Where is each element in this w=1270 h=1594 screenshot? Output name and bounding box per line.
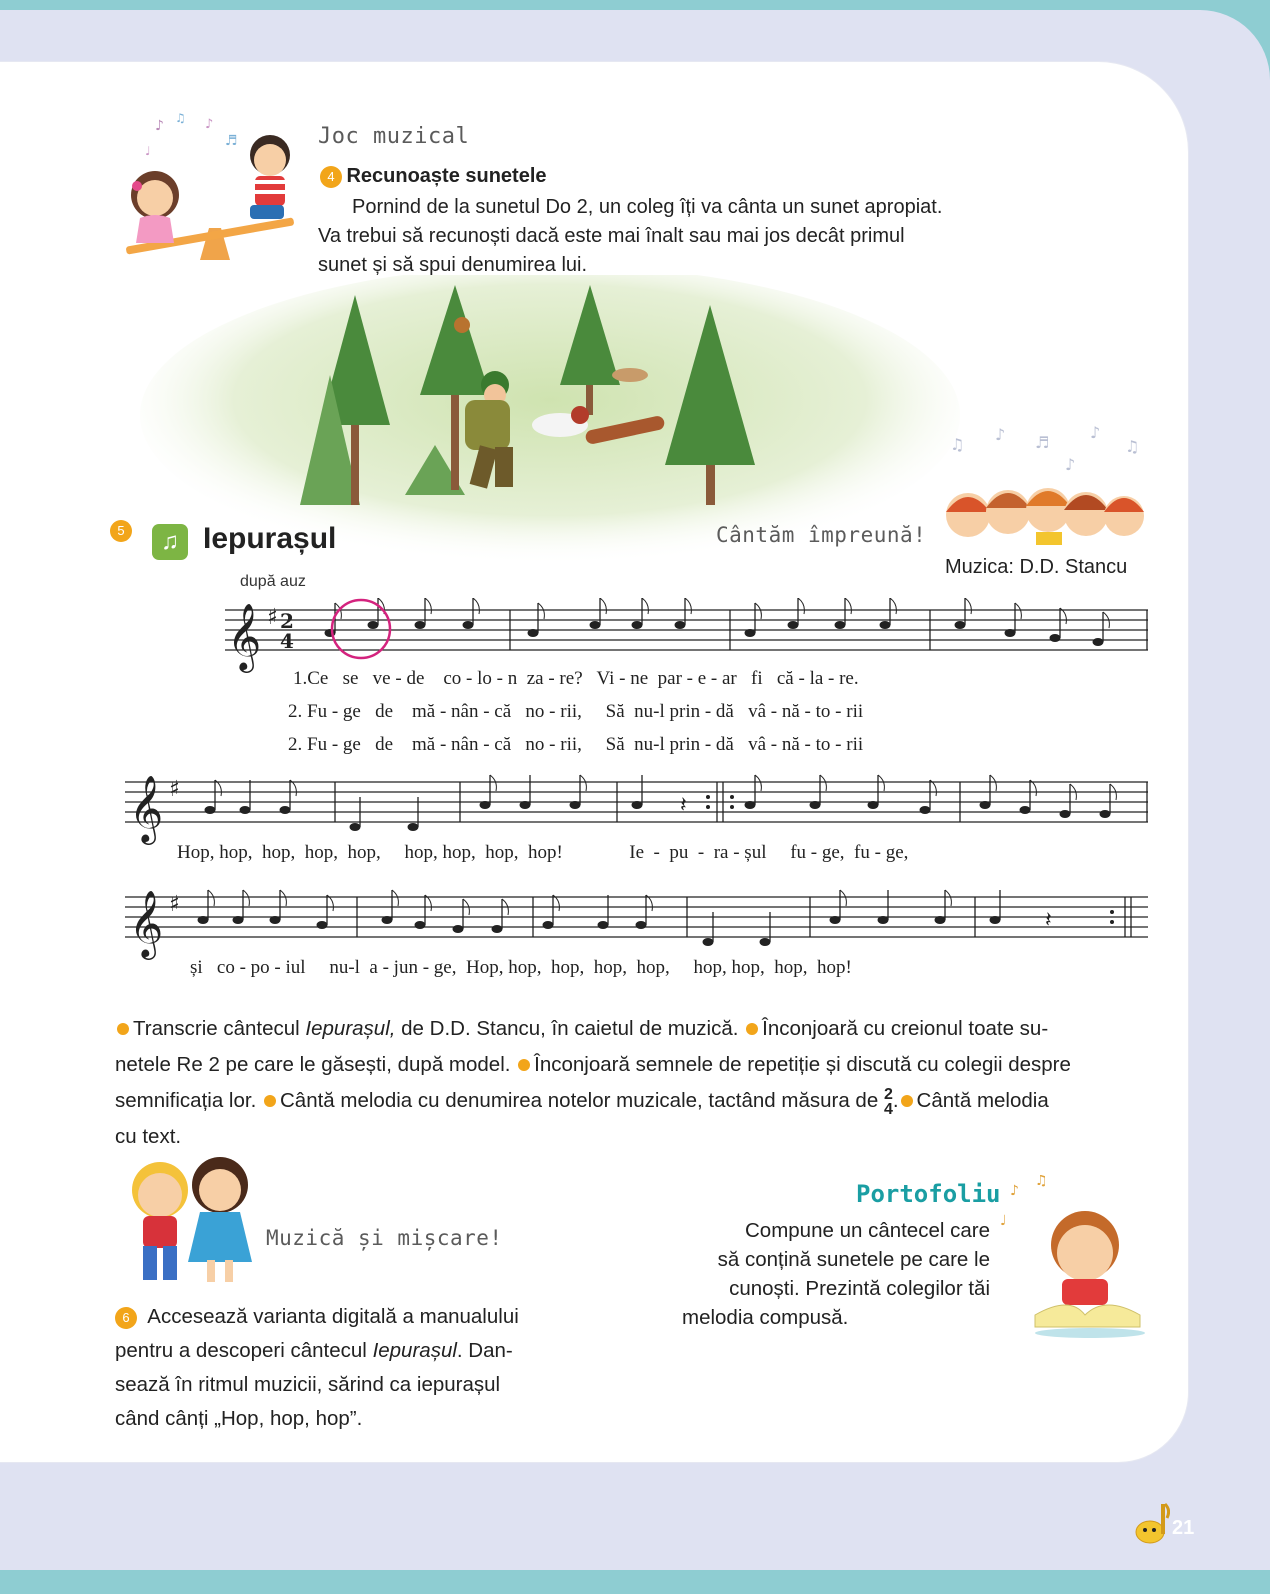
svg-text:4: 4	[280, 629, 294, 653]
music-note-icon: ♫	[152, 524, 188, 560]
bullet-dot	[901, 1095, 913, 1107]
music-note-mascot-icon	[1132, 1500, 1170, 1546]
exercise-4-header	[320, 165, 547, 188]
exercise-6-text: 6 Accesează varianta digitală a manualului pentru a descoperi cântecul Iepurașul. Dan- sează în ritmul muzicii, sărind ca iepurașul când cânți „Hop, hop, hop”.	[115, 1305, 519, 1430]
svg-text:♫: ♫	[175, 111, 186, 125]
game-title: Joc muzical	[318, 124, 470, 149]
music-staff-2	[125, 770, 1155, 850]
svg-text:2: 2	[280, 609, 294, 633]
exercise-text-line-2: Va trebui să recunoști dacă este mai înalt sau mai jos decât primul	[318, 225, 905, 247]
lyrics-verse-2: 2. Fu - ge de mă - nân - că no - rii, Să nu-l prin - dă vâ - nă - to - rii	[288, 701, 864, 722]
svg-text:♩: ♩	[145, 144, 151, 158]
page-number: 21	[1172, 1517, 1195, 1539]
bullet-dot	[746, 1023, 758, 1035]
composer-credit: Muzica: D.D. Stancu	[945, 556, 1128, 578]
lyrics-row-2: Hop, hop, hop, hop, hop, hop, hop, hop, hop! Ie - pu - ra - șul fu - ge, fu - ge,	[177, 842, 909, 863]
music-staff-1	[225, 598, 1155, 678]
svg-text:♫: ♫	[1035, 1175, 1048, 1189]
instructions-line-1: Transcrie cântecul Iepurașul, de D.D. Stancu, în caietul de muzică. Înconjoară cu creionul toate su-	[115, 1011, 1155, 1047]
dancing-children-illustration	[115, 1150, 275, 1290]
reading-boy-illustration	[990, 1175, 1150, 1340]
svg-text:𝄽: 𝄽	[680, 793, 687, 818]
bullet-dot	[264, 1095, 276, 1107]
seesaw-kids-illustration	[115, 110, 315, 270]
svg-text:♫: ♫	[1125, 437, 1140, 456]
movement-title: Muzică și mișcare!	[266, 1226, 503, 1250]
treble-clef-icon: 𝄞	[129, 774, 164, 842]
svg-text:♩: ♩	[1000, 1213, 1007, 1229]
portfolio-title: Portofoliu	[856, 1180, 1001, 1208]
treble-clef-icon: 𝄞	[129, 889, 164, 957]
exercise-text-line-3: sunet și să spui denumirea lui.	[318, 254, 588, 276]
exercise-number-badge: 5	[110, 520, 132, 542]
lyrics-verse-3: 2. Fu - ge de mă - nân - că no - rii, Să nu-l prin - dă vâ - nă - to - rii	[288, 734, 864, 755]
svg-text:♪: ♪	[1010, 1183, 1019, 1199]
lyrics-verse-1: 1.Ce se ve - de co - lo - n za - re? Vi - ne par - e - ar fi că - la - re.	[293, 668, 859, 689]
portfolio-text-last: melodia compusă.	[682, 1306, 849, 1329]
svg-text:♪: ♪	[205, 117, 214, 132]
exercise-text-line-1: Pornind de la sunetul Do 2, un coleg îți va cânta un sunet apropiat.	[352, 196, 943, 218]
svg-text:♯: ♯	[169, 777, 180, 802]
svg-text:♯: ♯	[267, 605, 278, 630]
treble-clef-icon: 𝄞	[227, 602, 262, 670]
music-staff-3	[125, 885, 1155, 965]
exercise-number-badge: 6	[115, 1307, 137, 1329]
svg-text:♪: ♪	[155, 118, 164, 134]
instructions-paragraph	[115, 1011, 1155, 1155]
svg-text:♪: ♪	[1065, 455, 1076, 474]
portfolio-text: Compune un cântecel care să conțină sunetele pe care le cunoști. Prezintă colegilor tăi	[717, 1219, 990, 1300]
svg-text:♯: ♯	[169, 892, 180, 917]
sing-together-label: Cântăm împreună!	[716, 523, 927, 547]
instructions-line-4: cu text.	[115, 1125, 182, 1148]
bullet-dot	[518, 1059, 530, 1071]
svg-text:♪: ♪	[995, 425, 1006, 444]
song-subtitle: după auz	[240, 573, 306, 590]
svg-text:♪: ♪	[1090, 423, 1101, 442]
svg-text:♫: ♫	[950, 435, 965, 454]
svg-text:♬: ♬	[1035, 433, 1050, 452]
time-signature: 2 4	[883, 1085, 893, 1118]
exercise-title: Recunoaște sunetele	[346, 165, 547, 187]
instructions-line-2: netele Re 2 pe care le găsești, după model. Înconjoară semnele de repetiție și discută cu colegii despre	[115, 1053, 1071, 1076]
instructions-line-3: semnificația lor. Cântă melodia cu denumirea notelor muzicale, tactând măsura de 2 4 . Cântă melodia	[115, 1085, 1049, 1118]
svg-text:♬: ♬	[225, 133, 238, 149]
song-title: Iepurașul	[203, 522, 337, 555]
lyrics-row-3: și co - po - iul nu-l a - jun - ge, Hop, hop, hop, hop, hop, hop, hop, hop, hop!	[190, 957, 852, 978]
bullet-dot	[117, 1023, 129, 1035]
exercise-number-badge: 4	[320, 166, 342, 188]
model-circle	[332, 600, 390, 658]
singing-children-illustration	[940, 420, 1155, 545]
song-header	[110, 520, 132, 542]
svg-text:𝄽: 𝄽	[1045, 908, 1052, 933]
